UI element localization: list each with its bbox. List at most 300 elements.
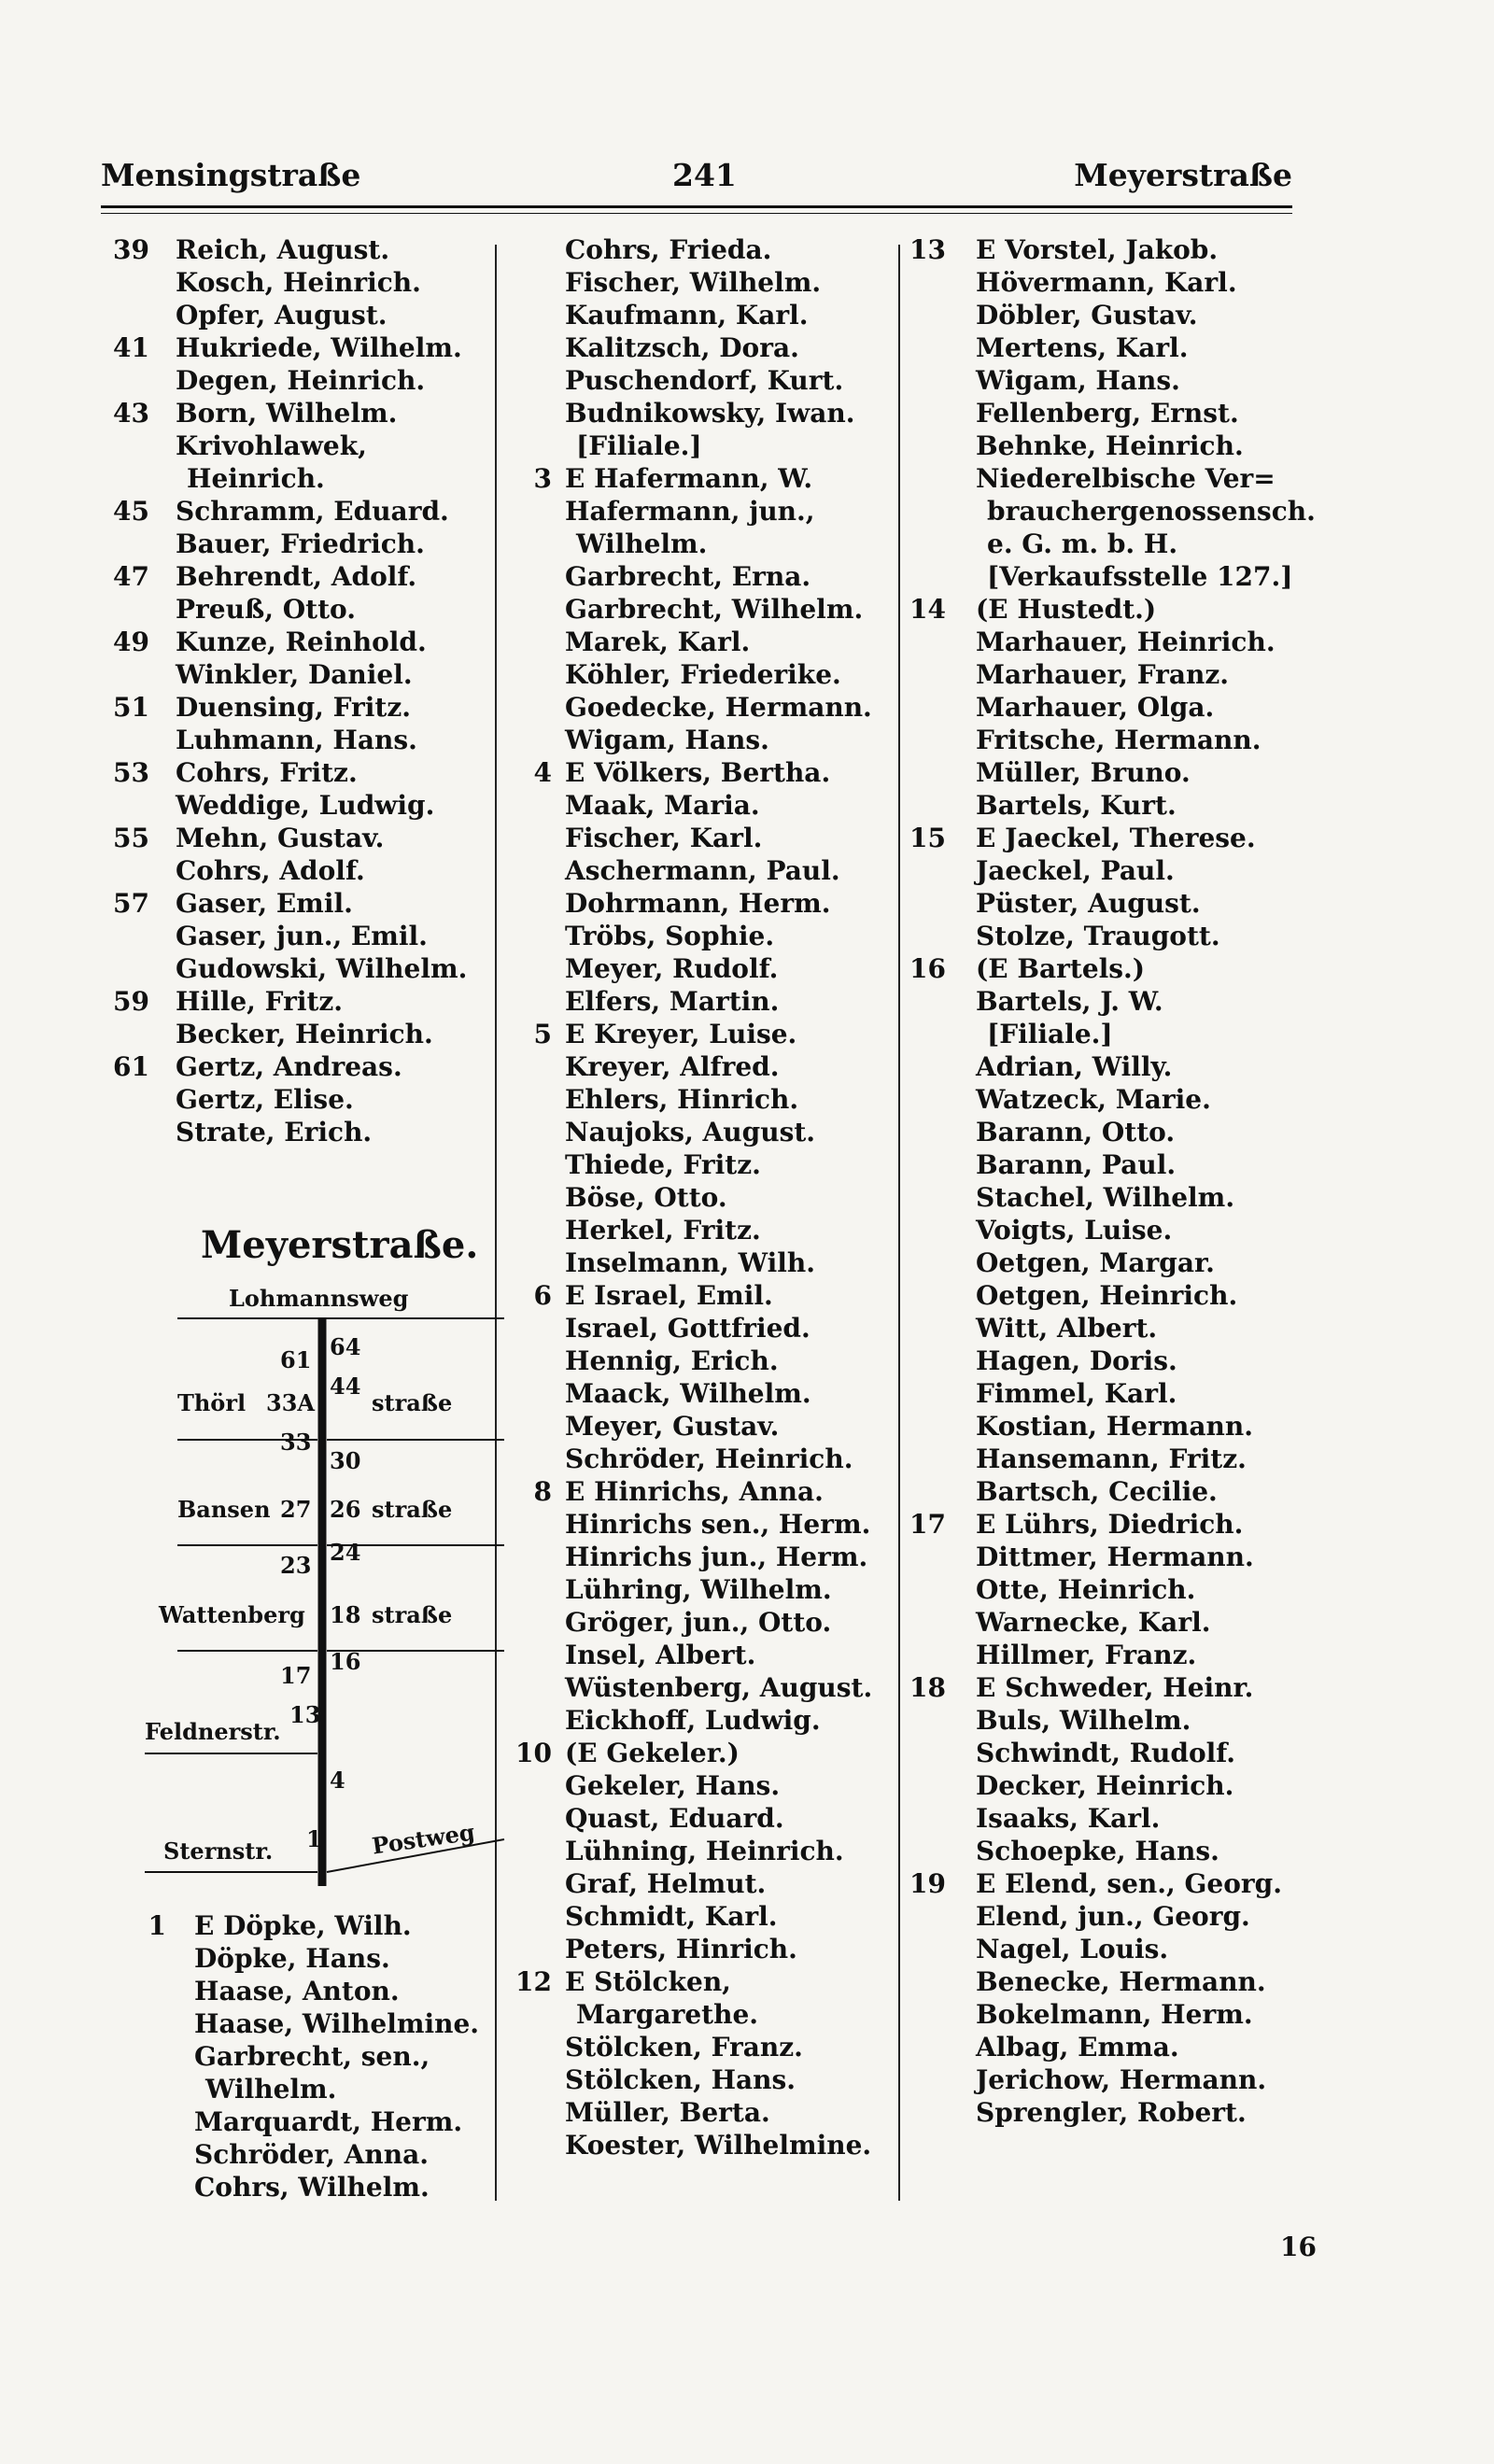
list-item [101, 2040, 512, 2073]
resident-name: Barann, Otto. [976, 1117, 1176, 1148]
resident-name: Puschendorf, Kurt. [565, 365, 844, 396]
list-item [910, 1279, 1312, 1312]
resident-name: Kreyer, Alfred. [565, 1051, 780, 1082]
map-label-strasse: straße [372, 1389, 453, 1416]
list-item [910, 658, 1312, 691]
map-num: 26 [330, 1496, 361, 1523]
resident-name: Garbrecht, Wilhelm. [565, 594, 864, 625]
column-1 [101, 233, 493, 1148]
resident-name: Müller, Bruno. [976, 757, 1191, 788]
resident-name: (E Bartels.) [976, 953, 1146, 984]
list-item [528, 1475, 920, 1508]
house-number: 13 [909, 234, 946, 265]
map-label-strasse: straße [372, 1496, 453, 1523]
list-item [910, 822, 1312, 854]
list-item [910, 1965, 1312, 1998]
list-item [101, 462, 493, 495]
list-item [910, 756, 1312, 789]
header-rule-thin [101, 213, 1292, 214]
list-item [910, 462, 1312, 495]
resident-name: Graf, Helmut. [565, 1868, 767, 1899]
resident-name: Cohrs, Adolf. [176, 855, 365, 886]
resident-name: Hinrichs sen., Herm. [565, 1509, 871, 1540]
resident-name: E Schweder, Heinr. [976, 1672, 1254, 1703]
list-item [101, 1909, 512, 1942]
list-item [910, 887, 1312, 920]
resident-name: E Jaeckel, Therese. [976, 823, 1256, 853]
resident-name: Kalitzsch, Dora. [565, 332, 799, 363]
resident-name: Marquardt, Herm. [194, 2106, 463, 2137]
list-item [910, 1377, 1312, 1410]
resident-name: Buls, Wilhelm. [976, 1705, 1191, 1736]
list-item [528, 1148, 920, 1181]
list-item [528, 397, 920, 429]
list-item [528, 854, 920, 887]
resident-name: Marek, Karl. [565, 627, 751, 657]
list-item [910, 1050, 1312, 1083]
list-item [528, 1900, 920, 1933]
list-item [910, 952, 1312, 985]
map-num: 61 [280, 1346, 312, 1373]
house-number: 61 [113, 1051, 149, 1082]
list-item [101, 887, 493, 920]
list-item [910, 266, 1312, 299]
list-item [528, 1867, 920, 1900]
resident-name: Israel, Gottfried. [565, 1313, 810, 1344]
list-item [528, 1933, 920, 1965]
resident-name: Luhmann, Hans. [176, 725, 417, 755]
resident-name: Stolze, Traugott. [976, 921, 1220, 951]
resident-name: Margarethe. [576, 1999, 759, 2030]
house-number: 53 [113, 757, 149, 788]
resident-name: Winkler, Daniel. [176, 659, 413, 690]
resident-name: Eickhoff, Ludwig. [565, 1705, 821, 1736]
page-number: 241 [672, 157, 737, 193]
resident-name: Decker, Heinrich. [976, 1770, 1234, 1801]
list-item [910, 1541, 1312, 1573]
resident-name: Oetgen, Heinrich. [976, 1280, 1238, 1311]
list-item [101, 658, 493, 691]
list-item [101, 2073, 512, 2105]
resident-name: E Elend, sen., Georg. [976, 1868, 1282, 1899]
list-item [515, 1965, 920, 1998]
resident-name: Hinrichs jun., Herm. [565, 1542, 868, 1572]
resident-name: Döpke, Hans. [194, 1943, 390, 1974]
house-number: 3 [533, 463, 552, 494]
list-item [910, 1214, 1312, 1246]
resident-name: Fimmel, Karl. [976, 1378, 1177, 1409]
resident-name: Hille, Fritz. [176, 986, 344, 1017]
list-item [910, 1606, 1312, 1639]
resident-name: Schröder, Anna. [194, 2139, 429, 2170]
list-item [910, 1508, 1312, 1541]
resident-name: Hukriede, Wilhelm. [176, 332, 462, 363]
resident-name: Gekeler, Hans. [565, 1770, 781, 1801]
resident-name: Mertens, Karl. [976, 332, 1189, 363]
house-number: 12 [515, 1966, 552, 1997]
list-item [101, 364, 493, 397]
resident-name: Herkel, Fritz. [565, 1215, 761, 1246]
resident-name: Niederelbische Ver= [976, 463, 1276, 494]
list-item [528, 462, 920, 495]
resident-name: Dohrmann, Herm. [565, 888, 831, 919]
list-item [101, 299, 493, 331]
resident-name: Elfers, Martin. [565, 986, 780, 1017]
resident-name: Marhauer, Franz. [976, 659, 1230, 690]
list-item [101, 266, 493, 299]
resident-name: Stachel, Wilhelm. [976, 1182, 1235, 1213]
list-item [101, 429, 493, 462]
resident-name: Garbrecht, Erna. [565, 561, 811, 592]
house-number: 8 [533, 1476, 552, 1507]
house-number: 47 [113, 561, 149, 592]
resident-name: Elend, jun., Georg. [976, 1901, 1250, 1932]
list-item [101, 593, 493, 626]
map-num: 4 [330, 1767, 345, 1794]
list-item [101, 756, 493, 789]
resident-name: Fischer, Karl. [565, 823, 763, 853]
list-item [528, 1279, 920, 1312]
list-item [528, 2063, 920, 2096]
resident-name: Kostian, Hermann. [976, 1411, 1253, 1442]
list-item [528, 985, 920, 1018]
map-num: 27 [280, 1496, 312, 1523]
resident-name: Lühning, Heinrich. [565, 1836, 844, 1866]
resident-name: Aschermann, Paul. [565, 855, 840, 886]
list-item [528, 1508, 920, 1541]
column-divider-1 [495, 245, 497, 2201]
resident-name: E Lührs, Diedrich. [976, 1509, 1244, 1540]
list-item [528, 1606, 920, 1639]
list-item [101, 560, 493, 593]
list-item [515, 1737, 920, 1769]
list-item [101, 691, 493, 724]
list-item [910, 724, 1312, 756]
list-item [528, 2031, 920, 2063]
street-title: Meyerstraße. [201, 1223, 479, 1267]
list-item [528, 593, 920, 626]
footer-signature-number: 16 [1280, 2232, 1317, 2262]
resident-name: Otte, Heinrich. [976, 1574, 1196, 1605]
house-number: 4 [533, 757, 552, 788]
resident-name: Albag, Emma. [976, 2032, 1179, 2063]
list-item [910, 1246, 1312, 1279]
resident-name: Tröbs, Sophie. [565, 921, 775, 951]
resident-name: Kunze, Reinhold. [176, 627, 427, 657]
resident-name: Born, Wilhelm. [176, 398, 398, 429]
resident-name: Koester, Wilhelmine. [565, 2130, 872, 2161]
resident-name: Kosch, Heinrich. [176, 267, 421, 298]
resident-name: E Hinrichs, Anna. [565, 1476, 824, 1507]
house-number: 5 [533, 1019, 552, 1049]
list-item [528, 920, 920, 952]
map-num: 23 [280, 1552, 312, 1579]
list-item [910, 1475, 1312, 1508]
list-item [910, 1312, 1312, 1345]
resident-name: Dittmer, Hermann. [976, 1542, 1254, 1572]
resident-name: Benecke, Hermann. [976, 1966, 1266, 1997]
list-item [910, 331, 1312, 364]
resident-name: [Verkaufsstelle 127.] [987, 561, 1293, 592]
list-item [528, 528, 920, 560]
resident-name: Marhauer, Olga. [976, 692, 1215, 723]
map-label-feldnerstr: Feldnerstr. [145, 1718, 281, 1745]
house-number: 16 [909, 953, 946, 984]
resident-name: Krivohlawek, [176, 430, 367, 461]
resident-name: Degen, Heinrich. [176, 365, 426, 396]
map-label-sternstr: Sternstr. [163, 1837, 274, 1865]
list-item [528, 1116, 920, 1148]
resident-name: Fritsche, Hermann. [976, 725, 1261, 755]
list-item [101, 789, 493, 822]
list-item [101, 724, 493, 756]
resident-name: e. G. m. b. H. [987, 528, 1178, 559]
resident-name: Reich, August. [176, 234, 390, 265]
resident-name: Fischer, Wilhelm. [565, 267, 822, 298]
resident-name: Heinrich. [187, 463, 325, 494]
map-num: 44 [330, 1373, 361, 1400]
map-num: 33 [280, 1429, 312, 1456]
resident-name: Thiede, Fritz. [565, 1149, 761, 1180]
map-num: 24 [330, 1539, 361, 1566]
map-num: 13 [289, 1701, 321, 1728]
list-item [528, 560, 920, 593]
resident-name: Wilhelm. [205, 2074, 337, 2105]
resident-name: Bauer, Friedrich. [176, 528, 425, 559]
list-item [528, 1671, 920, 1704]
list-item [910, 2063, 1312, 2096]
list-item [101, 495, 493, 528]
list-item [910, 1148, 1312, 1181]
list-item [910, 1671, 1312, 1704]
resident-name: Hövermann, Karl. [976, 267, 1237, 298]
resident-name: Püster, August. [976, 888, 1201, 919]
resident-name: E Stölcken, [565, 1966, 731, 1997]
resident-name: Haase, Anton. [194, 1976, 400, 2006]
house-number: 55 [113, 823, 149, 853]
resident-name: [Filiale.] [576, 430, 702, 461]
resident-name: Naujoks, August. [565, 1117, 816, 1148]
list-item [910, 299, 1312, 331]
house-number: 6 [533, 1280, 552, 1311]
list-item [910, 593, 1312, 626]
resident-name: Maack, Wilhelm. [565, 1378, 811, 1409]
resident-name: Schröder, Heinrich. [565, 1443, 853, 1474]
resident-name: Bartsch, Cecilie. [976, 1476, 1218, 1507]
resident-name: Voigts, Luise. [976, 1215, 1173, 1246]
list-item [910, 1737, 1312, 1769]
header-left-street: Mensingstraße [101, 157, 361, 193]
map-num: 1 [306, 1825, 322, 1852]
list-item [528, 299, 920, 331]
list-item [910, 1639, 1312, 1671]
resident-name: (E Hustedt.) [976, 594, 1157, 625]
list-item [528, 1410, 920, 1443]
list-item [910, 495, 1316, 528]
list-item [101, 985, 493, 1018]
resident-name: Gudowski, Wilhelm. [176, 953, 468, 984]
list-item [101, 1018, 493, 1050]
map-num: 16 [330, 1648, 361, 1675]
list-item [528, 1377, 920, 1410]
list-item [910, 528, 1312, 560]
list-item [528, 2129, 920, 2161]
list-item [101, 2007, 512, 2040]
resident-name: Goedecke, Hermann. [565, 692, 872, 723]
map-num: 18 [330, 1601, 361, 1628]
list-item [101, 822, 493, 854]
resident-name: Jaeckel, Paul. [976, 855, 1175, 886]
house-number: 41 [113, 332, 149, 363]
house-number: 39 [113, 234, 149, 265]
list-item [528, 626, 920, 658]
list-item [101, 528, 493, 560]
resident-name: Warnecke, Karl. [976, 1607, 1211, 1638]
street-map-lines [140, 1279, 514, 1895]
resident-name: Lühring, Wilhelm. [565, 1574, 832, 1605]
resident-name: Jerichow, Hermann. [976, 2064, 1267, 2095]
resident-name: E Döpke, Wilh. [194, 1910, 412, 1941]
resident-name: Gertz, Elise. [176, 1084, 354, 1115]
resident-name: Weddige, Ludwig. [176, 790, 435, 821]
resident-name: Bartels, J. W. [976, 986, 1163, 1017]
list-item [528, 1998, 920, 2031]
resident-name: Schoepke, Hans. [976, 1836, 1219, 1866]
map-label-postweg: Postweg [370, 1818, 477, 1860]
list-item [101, 2105, 512, 2138]
resident-name: Watzeck, Marie. [976, 1084, 1211, 1115]
list-item [910, 985, 1312, 1018]
list-item [910, 397, 1312, 429]
list-item [528, 887, 920, 920]
list-item [101, 331, 493, 364]
list-item [910, 920, 1312, 952]
house-number: 15 [909, 823, 946, 853]
list-item [910, 789, 1312, 822]
resident-name: Gertz, Andreas. [176, 1051, 402, 1082]
list-item [910, 2031, 1312, 2063]
resident-name: Peters, Hinrich. [565, 1934, 797, 1964]
map-num: 64 [330, 1333, 361, 1360]
page-header [101, 157, 1292, 204]
map-label-thoerl: Thörl [177, 1389, 247, 1416]
list-item [528, 1312, 920, 1345]
list-item [910, 1835, 1312, 1867]
house-number: 49 [113, 627, 149, 657]
list-item [528, 1541, 920, 1573]
list-item [101, 920, 493, 952]
list-item [528, 1704, 920, 1737]
list-item [910, 1083, 1312, 1116]
list-item [101, 1050, 493, 1083]
list-item [101, 233, 493, 266]
list-item [910, 691, 1312, 724]
resident-name: Behnke, Heinrich. [976, 430, 1244, 461]
house-number: 43 [113, 398, 149, 429]
list-item [528, 1769, 920, 1802]
resident-name: Hillmer, Franz. [976, 1640, 1197, 1670]
list-item [528, 822, 920, 854]
column-2 [515, 233, 920, 2161]
resident-name: Garbrecht, sen., [194, 2041, 430, 2072]
resident-name: Gaser, jun., Emil. [176, 921, 428, 951]
resident-name: Bartels, Kurt. [976, 790, 1177, 821]
resident-name: Budnikowsky, Iwan. [565, 398, 855, 429]
resident-name: [Filiale.] [987, 1019, 1113, 1049]
list-item [528, 789, 920, 822]
resident-name: brauchergenossensch. [987, 496, 1316, 527]
map-num: 33A [266, 1389, 316, 1416]
resident-name: Gaser, Emil. [176, 888, 353, 919]
house-number: 57 [113, 888, 149, 919]
street-map [140, 1279, 514, 1895]
resident-name: E Völkers, Bertha. [565, 757, 831, 788]
resident-name: Barann, Paul. [976, 1149, 1177, 1180]
resident-name: Duensing, Fritz. [176, 692, 411, 723]
list-item [528, 691, 920, 724]
map-label-wattenberg: Wattenberg [159, 1601, 305, 1628]
list-item [910, 854, 1312, 887]
list-item [910, 2096, 1312, 2129]
list-item [101, 1116, 493, 1148]
resident-name: Nagel, Louis. [976, 1934, 1169, 1964]
list-item [910, 1802, 1312, 1835]
resident-name: Isaaks, Karl. [976, 1803, 1161, 1834]
resident-name: Böse, Otto. [565, 1182, 727, 1213]
resident-name: Haase, Wilhelmine. [194, 2008, 480, 2039]
list-item [101, 1083, 493, 1116]
list-item [528, 1050, 920, 1083]
list-item [910, 429, 1312, 462]
house-number: 1 [148, 1910, 166, 1941]
resident-name: Bokelmann, Herm. [976, 1999, 1253, 2030]
list-item [910, 626, 1312, 658]
list-item [528, 1639, 920, 1671]
resident-name: Schramm, Eduard. [176, 496, 449, 527]
list-item [528, 1214, 920, 1246]
resident-name: Ehlers, Hinrich. [565, 1084, 799, 1115]
list-item [528, 364, 920, 397]
column-3 [909, 233, 1316, 2129]
resident-name: Schmidt, Karl. [565, 1901, 778, 1932]
list-item [910, 1018, 1312, 1050]
resident-name: Hagen, Doris. [976, 1345, 1177, 1376]
list-item [528, 658, 920, 691]
resident-name: Quast, Eduard. [565, 1803, 784, 1834]
list-item [101, 397, 493, 429]
resident-name: Wüstenberg, August. [565, 1672, 873, 1703]
list-item [101, 1975, 512, 2007]
list-item [528, 952, 920, 985]
header-rule-thick [101, 205, 1292, 208]
resident-name: Cohrs, Fritz. [176, 757, 358, 788]
list-item [528, 1802, 920, 1835]
resident-name: Stölcken, Franz. [565, 2032, 803, 2063]
list-item [528, 429, 920, 462]
resident-name: Meyer, Gustav. [565, 1411, 780, 1442]
list-item [528, 2096, 920, 2129]
resident-name: Hansemann, Fritz. [976, 1443, 1247, 1474]
list-item [910, 1116, 1312, 1148]
list-item [910, 1998, 1312, 2031]
list-item [101, 1942, 512, 1975]
house-number: 18 [909, 1672, 946, 1703]
resident-name: Kaufmann, Karl. [565, 300, 809, 331]
list-item [910, 1867, 1312, 1900]
list-item [910, 1704, 1312, 1737]
resident-name: E Vorstel, Jakob. [976, 234, 1219, 265]
list-item [101, 2171, 512, 2204]
